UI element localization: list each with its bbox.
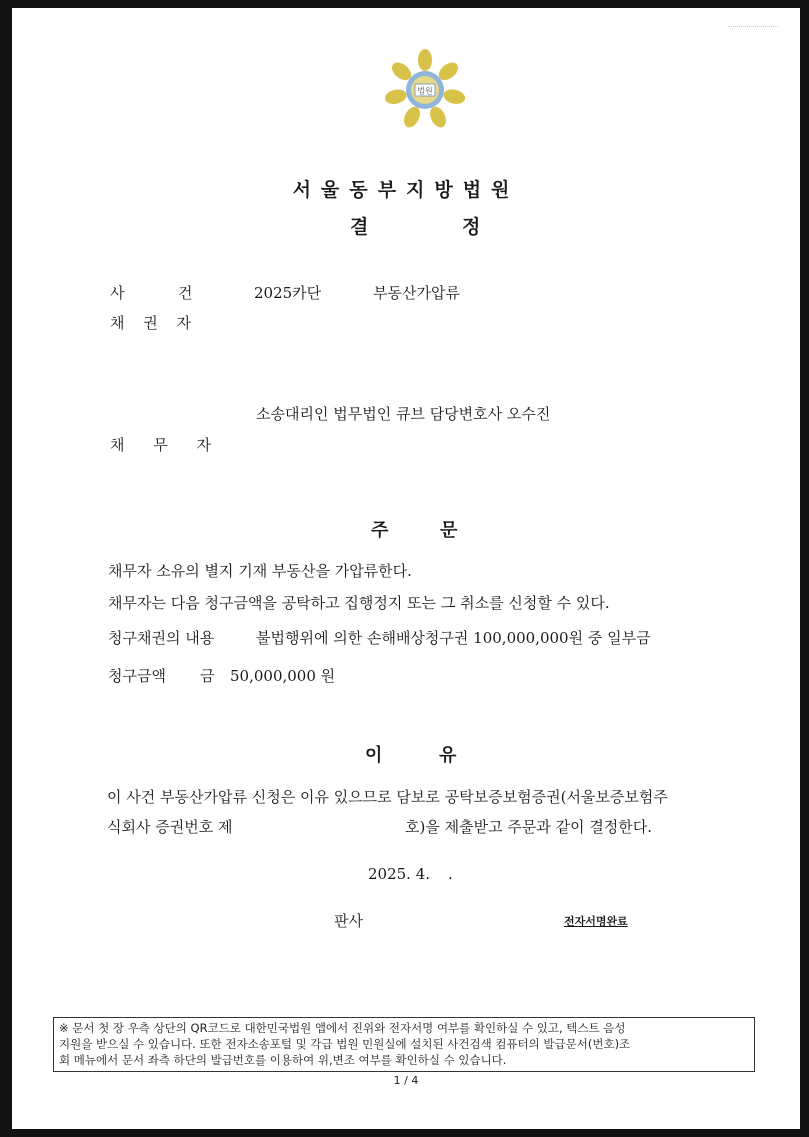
doc-title-part-2: 정: [462, 216, 481, 238]
amount-prefix: 금: [200, 667, 215, 685]
amount-label: 청구금액: [108, 667, 166, 685]
judge-label: 판사: [334, 912, 363, 930]
corner-mark: [728, 26, 778, 27]
debtor-label: 채 무 자: [110, 436, 224, 454]
reason-heading-1: 이: [365, 745, 383, 766]
claim-content: 불법행위에 의한 손해배상청구권 100,000,000원 중 일부금: [256, 629, 651, 647]
creditor-label: 채 권 자: [110, 314, 199, 332]
court-emblem-icon: [385, 48, 465, 128]
decision-date: 2025. 4.: [368, 865, 431, 883]
reason-line-2a: 식회사 증권번호 제: [107, 818, 233, 836]
order-line-2: 채무자는 다음 청구금액을 공탁하고 집행정지 또는 그 취소를 신청할 수 있다.: [108, 594, 610, 612]
case-label-2: 건: [178, 284, 195, 302]
notice-line-2: 지원을 받으실 수 있습니다. 또한 전자소송포털 및 각급 법원 민원실에 설치된 사건검색 컴퓨터의 발급문서(번호)조: [59, 1037, 631, 1051]
court-name: 서울동부지방법원: [292, 179, 520, 201]
notice-line-1: ※ 문서 첫 장 우측 상단의 QR코드로 대한민국법원 앱에서 진위와 전자서명 여부를 확인하실 수 있고, 텍스트 음성: [59, 1021, 626, 1035]
order-heading-1: 주: [371, 520, 389, 541]
signature-stamp: 전자서명완료: [564, 915, 628, 928]
reason-line-1: 이 사건 부동산가압류 신청은 이유 있으므로 담보로 공탁보증보험증권(서울보증보험주: [107, 788, 668, 806]
doc-title-part-1: 결: [350, 216, 369, 238]
amount-value: 50,000,000 원: [230, 667, 336, 685]
agent-line: 소송대리인 법무법인 큐브 담당변호사 오수진: [256, 405, 551, 423]
case-number: 2025카단: [254, 284, 322, 302]
case-label-1: 사: [110, 284, 127, 302]
verification-notice-box: [53, 1017, 755, 1072]
reason-line-2b: 호)을 제출받고 주문과 같이 결정한다.: [405, 818, 653, 836]
document-page: [12, 8, 800, 1129]
notice-line-3: 회 메뉴에서 문서 좌측 하단의 발급번호를 이용하여 위,변조 여부를 확인하실 수 있습니다.: [59, 1053, 507, 1067]
claim-label: 청구채권의 내용: [108, 629, 215, 647]
order-heading-2: 문: [440, 520, 458, 541]
order-line-1: 채무자 소유의 별지 기재 부동산을 가압류한다.: [108, 562, 412, 580]
decision-date-end: .: [448, 865, 453, 883]
page-number: 1 / 4: [393, 1074, 419, 1087]
emblem-text: 법원: [417, 86, 433, 96]
case-name: 부동산가압류: [373, 284, 460, 302]
reason-heading-2: 유: [439, 745, 457, 766]
